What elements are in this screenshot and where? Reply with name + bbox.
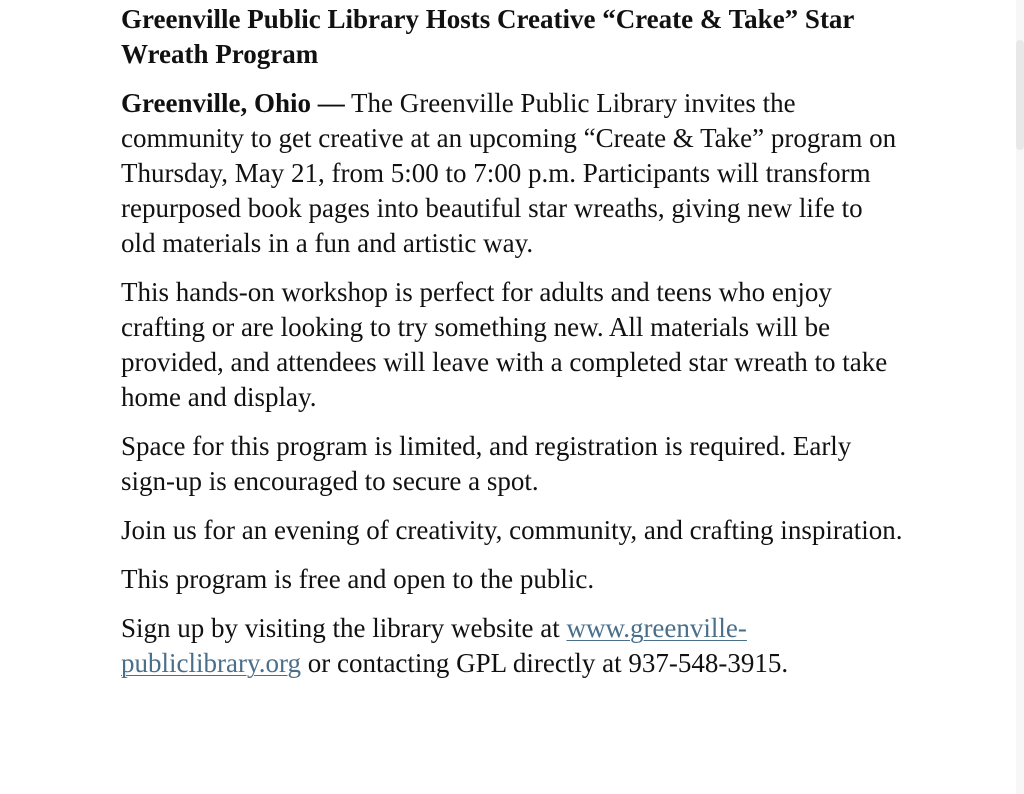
paragraph-free: This program is free and open to the public. xyxy=(121,564,595,594)
paragraph-intro xyxy=(121,86,903,261)
scrollbar[interactable] xyxy=(1016,0,1024,794)
paragraph-registration: Space for this program is limited, and registration is required. Early sign-up is encouraged to secure a spot. xyxy=(121,431,852,496)
signup-text-before: Sign up by visiting the library website at xyxy=(121,613,567,643)
dateline: Greenville, Ohio — xyxy=(121,88,345,118)
paragraph-intro-text: The Greenville Public Library invites the community to get creative at an upcoming “Create & Take” program on Thursday, May 21, from 5:00 to 7:00 p.m. Participants will transform repurposed book pages into beautiful star wreaths, giving new life to old materials in a fun and artistic way. xyxy=(121,88,897,258)
article-headline: Greenville Public Library Hosts Creative “Create & Take” Star Wreath Program xyxy=(121,4,854,69)
library-website-link[interactable]: www.greenville-publiclibrary.org xyxy=(121,613,747,678)
article-body xyxy=(121,2,903,695)
paragraph-workshop: This hands-on workshop is perfect for adults and teens who enjoy crafting or are looking to try something new. All materials will be provided, and attendees will leave with a completed star wreath to take home and display. xyxy=(121,277,888,412)
paragraph-invitation: Join us for an evening of creativity, community, and crafting inspiration. xyxy=(121,515,903,545)
scrollbar-thumb[interactable] xyxy=(1016,40,1024,150)
paragraph-signup xyxy=(121,611,903,681)
signup-text-after: or contacting GPL directly at 937-548-3915. xyxy=(300,648,789,678)
